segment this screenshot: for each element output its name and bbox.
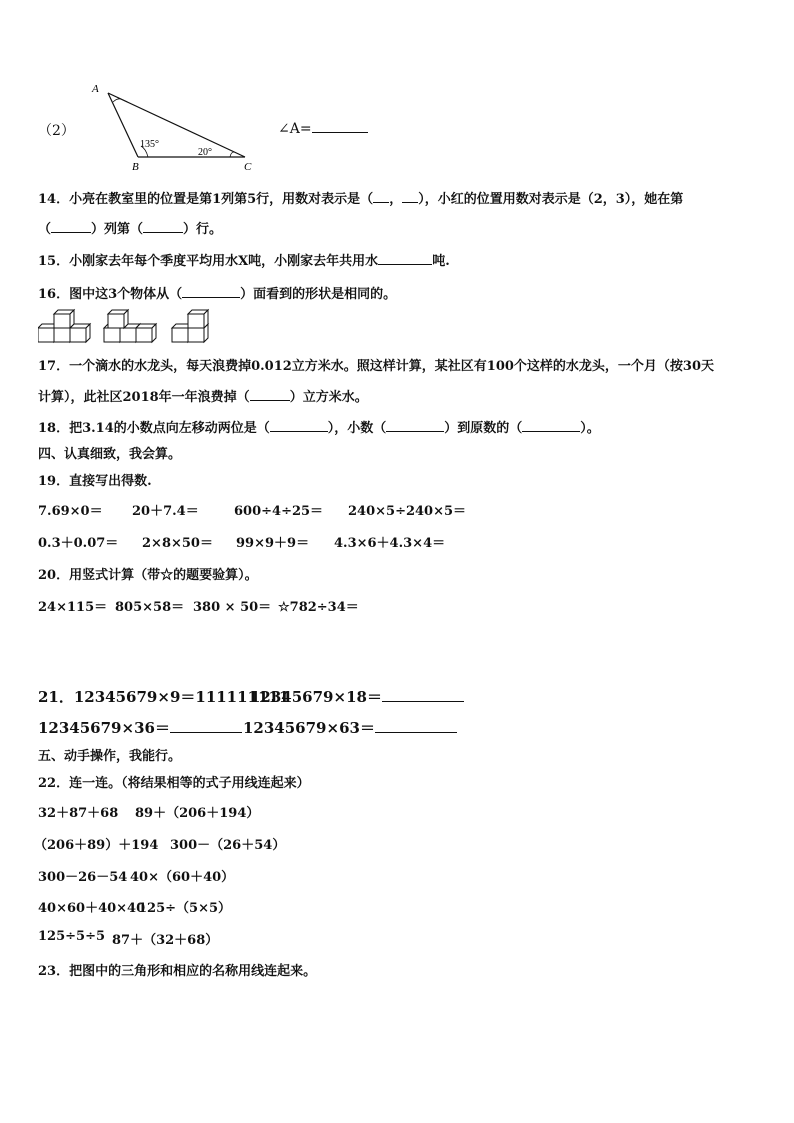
angle-a-answer bbox=[278, 120, 368, 137]
q19-row1 bbox=[38, 500, 738, 518]
cube-figures bbox=[38, 308, 228, 344]
q14-blank-2[interactable] bbox=[402, 190, 418, 203]
q20-item: 24×115＝ bbox=[38, 600, 108, 615]
q18-text-a: 18．把3.14的小数点向左移动两位是（ bbox=[38, 421, 270, 436]
q19-item: 4.3×6＋4.3×4＝ bbox=[334, 536, 446, 551]
q13-part2-label: （2） bbox=[38, 123, 75, 139]
q22-right-expr[interactable]: 300－（26＋54） bbox=[170, 838, 286, 853]
q14-blank-4[interactable] bbox=[143, 220, 183, 233]
q18-blank-1[interactable] bbox=[270, 419, 328, 432]
q14-blank-1[interactable] bbox=[373, 190, 389, 203]
q14-text-d: ）列第（ bbox=[91, 222, 144, 237]
q18-blank-2[interactable] bbox=[386, 419, 444, 432]
q22-right-expr[interactable]: 40×（60＋40） bbox=[130, 870, 235, 885]
q14-line2 bbox=[38, 218, 222, 237]
q19-item: 2×8×50＝ bbox=[142, 536, 213, 551]
q21-item4-text: 12345679×63＝ bbox=[243, 719, 375, 737]
q18-text-d: ）。 bbox=[580, 421, 600, 436]
q19-item: 240×5÷240×5＝ bbox=[348, 504, 467, 519]
triangle-figure bbox=[90, 80, 270, 172]
q23-title: 23．把图中的三角形和相应的名称用线连起来。 bbox=[38, 964, 317, 979]
q17-line2 bbox=[38, 386, 368, 405]
angle-a-arc bbox=[113, 99, 121, 102]
q22-right-expr[interactable]: 125÷（5×5） bbox=[138, 901, 232, 916]
q15-text-b: 吨. bbox=[432, 254, 450, 269]
q14-text-a: 14．小亮在教室里的位置是第1列第5行，用数对表示是（ bbox=[38, 192, 374, 207]
q20-item: 805×58＝ bbox=[115, 600, 185, 615]
q22-row bbox=[38, 929, 738, 947]
q16-line bbox=[38, 283, 396, 302]
angle-a-blank[interactable] bbox=[312, 120, 368, 133]
cube-object-1 bbox=[38, 310, 90, 342]
q22-left-expr[interactable]: 300－26－54 bbox=[38, 870, 128, 885]
q20-title: 20．用竖式计算（带☆的题要验算）。 bbox=[38, 568, 258, 583]
vertex-b-label: B bbox=[132, 161, 139, 172]
q22-right-expr[interactable]: 89＋（206＋194） bbox=[135, 806, 260, 821]
vertex-a-label: A bbox=[92, 83, 99, 95]
q21-item3 bbox=[38, 717, 242, 738]
q19-row2 bbox=[38, 532, 738, 550]
q16-blank[interactable] bbox=[182, 285, 240, 298]
q17-text-a: 计算），此社区2018年一年浪费掉（ bbox=[38, 390, 250, 405]
q15-line bbox=[38, 250, 450, 269]
side-ab bbox=[108, 93, 138, 157]
q16-text-b: ）面看到的形状是相同的。 bbox=[240, 287, 397, 302]
q18-line bbox=[38, 417, 600, 436]
q21-row2 bbox=[38, 717, 738, 737]
q22-row bbox=[38, 802, 738, 820]
side-ac bbox=[108, 93, 245, 157]
q22-row bbox=[38, 897, 738, 915]
q19-title: 19．直接写出得数. bbox=[38, 474, 152, 489]
angle-b-value: 135° bbox=[140, 139, 159, 150]
angle-c-arc bbox=[230, 152, 234, 157]
q14-line1 bbox=[38, 188, 683, 207]
q15-text-a: 15．小刚家去年每个季度平均用水X吨，小刚家去年共用水 bbox=[38, 254, 379, 269]
q21-row1 bbox=[38, 686, 738, 706]
q21-item3-text: 12345679×36＝ bbox=[38, 719, 170, 737]
q22-right-expr[interactable]: 87＋（32＋68） bbox=[112, 933, 219, 948]
section5-title: 五、动手操作，我能行。 bbox=[38, 749, 182, 764]
q22-left-expr[interactable]: 40×60＋40×40 bbox=[38, 901, 146, 916]
q21-item2-text: 12345679×18＝ bbox=[250, 688, 382, 706]
q21-item2 bbox=[250, 686, 464, 707]
q20-item: 380 × 50＝ bbox=[193, 600, 272, 615]
q22-title: 22．连一连。（将结果相等的式子用线连起来） bbox=[38, 776, 310, 791]
q21-item1: 21．12345679×9＝111111111 bbox=[38, 688, 290, 706]
q19-item: 99×9＋9＝ bbox=[236, 536, 310, 551]
cube-object-2 bbox=[104, 310, 156, 342]
q15-blank[interactable] bbox=[378, 252, 432, 265]
q17-text-b: ）立方米水。 bbox=[289, 390, 368, 405]
q16-text-a: 16．图中这3个物体从（ bbox=[38, 287, 183, 302]
q17-line1: 17．一个滴水的水龙头，每天浪费掉0.012立方米水。照这样计算，某社区有100个这样的水龙头，一个月（按30天 bbox=[38, 359, 715, 374]
q14-text-b: ），小红的位置用数对表示是（2，3），她在第 bbox=[418, 192, 684, 207]
q21-item4 bbox=[243, 717, 457, 738]
q21-blank-3[interactable] bbox=[375, 720, 457, 733]
q21-blank-2[interactable] bbox=[170, 720, 242, 733]
q18-text-b: ），小数（ bbox=[327, 421, 387, 436]
vertex-c-label: C bbox=[244, 161, 252, 172]
q18-blank-3[interactable] bbox=[522, 419, 580, 432]
q14-text-c: （ bbox=[38, 222, 52, 237]
q21-blank-1[interactable] bbox=[382, 689, 464, 702]
q22-left-expr[interactable]: 32＋87＋68 bbox=[38, 806, 119, 821]
q20-item: ☆782÷34＝ bbox=[278, 600, 359, 615]
angle-c-value: 20° bbox=[198, 147, 212, 158]
q22-row bbox=[34, 834, 738, 853]
q19-item: 0.3＋0.07＝ bbox=[38, 536, 119, 551]
q14-blank-3[interactable] bbox=[51, 220, 91, 233]
q19-item: 7.69×0＝ bbox=[38, 504, 103, 519]
q22-row bbox=[38, 866, 738, 884]
section4-title: 四、认真细致，我会算。 bbox=[38, 447, 182, 462]
q14-text-e: ）行。 bbox=[183, 222, 223, 237]
q22-left-expr[interactable]: 125÷5÷5 bbox=[38, 929, 106, 944]
q18-text-c: ）到原数的（ bbox=[444, 421, 523, 436]
q19-item: 600÷4÷25＝ bbox=[234, 504, 324, 519]
q22-left-expr[interactable]: （206＋89）＋194 bbox=[34, 838, 159, 853]
q19-item: 20＋7.4＝ bbox=[132, 504, 199, 519]
q17-blank[interactable] bbox=[250, 388, 290, 401]
cube-object-3 bbox=[172, 310, 208, 342]
q14-sep: ， bbox=[389, 192, 403, 207]
angle-a-prompt: ∠A= bbox=[278, 121, 312, 137]
q20-row bbox=[38, 596, 738, 614]
